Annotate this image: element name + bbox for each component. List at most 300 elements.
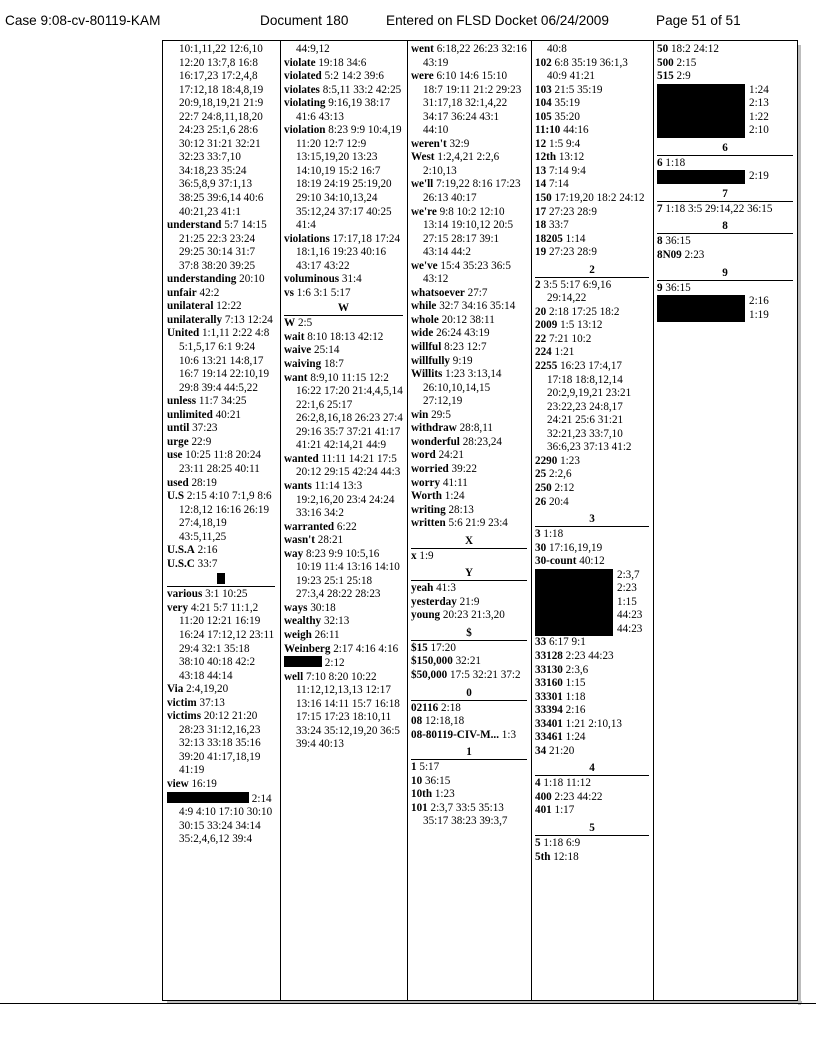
index-term: win <box>411 408 429 421</box>
index-entry <box>284 97 403 124</box>
index-references: 2:13 <box>749 97 769 110</box>
index-term: 6 <box>657 156 663 169</box>
index-entry <box>657 249 793 263</box>
index-term: 20 <box>535 305 547 318</box>
index-entry <box>167 436 275 450</box>
index-entry <box>411 314 527 328</box>
index-entry <box>535 206 649 220</box>
index-term: yeah <box>411 582 434 595</box>
index-term: violation <box>284 124 326 137</box>
index-references: 3:5 5:17 6:9,16 29:14,22 <box>543 278 612 305</box>
index-term: weigh <box>284 628 312 641</box>
index-entry <box>167 477 275 491</box>
index-term: 5th <box>535 850 551 863</box>
page-header <box>0 13 816 35</box>
index-term: 08 <box>411 715 423 728</box>
index-term: were <box>411 70 434 83</box>
index-entry <box>284 57 403 71</box>
index-references: 5:2 14:2 39:6 <box>324 70 384 83</box>
index-references: 5:17 <box>419 761 440 774</box>
index-references: 11:7 34:25 <box>198 395 247 408</box>
section-heading: 8 <box>657 220 793 234</box>
index-references: 26:24 43:19 <box>436 327 490 340</box>
index-term: 50 <box>657 43 669 55</box>
index-references: 35:19 <box>554 97 580 110</box>
index-references: 32:7 34:16 35:14 <box>439 300 516 313</box>
index-references: 20:12 21:20 28:23 31:12,16,23 32:13 33:18 35:16 39:20 41:17,18,19 41:19 <box>179 710 261 777</box>
index-term: U.S.A <box>167 544 195 557</box>
index-references: 7:14 9:4 <box>548 164 586 177</box>
index-term: various <box>167 588 203 601</box>
index-term: whatsoever <box>411 286 465 299</box>
index-entry <box>535 178 649 192</box>
index-entry <box>411 260 527 287</box>
index-term: victim <box>167 696 197 709</box>
index-term: $50,000 <box>411 668 448 681</box>
index-references: 42:2 <box>199 286 220 299</box>
redaction-bar <box>284 656 322 667</box>
index-references: 1:19 <box>749 308 769 321</box>
index-entry <box>535 151 649 165</box>
panel-shadow-right <box>798 45 801 1005</box>
index-entry <box>535 219 649 233</box>
index-term: Worth <box>411 490 442 503</box>
index-entry <box>411 669 527 683</box>
section-heading: 3 <box>535 513 649 527</box>
index-references: 1:9 <box>419 549 434 562</box>
index-entry <box>535 837 649 851</box>
index-entry <box>535 279 649 306</box>
index-entry <box>411 642 527 656</box>
index-term: Willits <box>411 368 443 381</box>
index-term: warranted <box>284 520 335 533</box>
index-column-1 <box>163 41 279 1000</box>
index-entry <box>411 477 527 491</box>
index-entry <box>284 643 403 657</box>
index-term: unlimited <box>167 408 213 421</box>
index-entry <box>411 655 527 669</box>
index-term: 10th <box>411 788 433 801</box>
index-references: 41:3 <box>436 582 456 595</box>
index-references: 40:8 <box>547 43 567 55</box>
index-entry <box>411 355 527 369</box>
index-references: 7:10 8:20 10:22 11:12,12,13,13 12:17 13:16 14:11 15:7 16:18 17:15 17:23 18:10,11 33:24 35:12,19,20 36:5 39:4 40:13 <box>296 670 400 751</box>
index-term: wonderful <box>411 435 460 448</box>
index-term: 25 <box>535 468 547 481</box>
index-term: 8 <box>657 235 663 248</box>
index-references: 36:15 <box>665 281 691 294</box>
section-heading: $ <box>411 627 527 641</box>
index-references: 2:9 <box>676 70 691 83</box>
index-references: 28:8,11 <box>459 422 493 435</box>
index-entry <box>657 235 793 249</box>
section-heading: X <box>411 535 527 549</box>
index-references: 2:3,7 <box>617 568 640 581</box>
index-entry <box>284 273 403 287</box>
index-term: well <box>284 670 304 683</box>
index-references: 1:18 <box>565 690 586 703</box>
index-references: 2:10 <box>749 124 769 137</box>
index-term: urge <box>167 435 189 448</box>
index-entry <box>535 650 649 664</box>
index-references: 6:10 14:6 15:10 18:7 19:11 21:2 29:23 31:17,18 32:1,4,22 34:17 36:24 43:1 44:10 <box>423 70 522 137</box>
section-heading: 2 <box>535 264 649 278</box>
index-references: 17:20 <box>430 641 456 654</box>
index-references: 9:19 <box>452 354 473 367</box>
index-references: 27:23 28:9 <box>548 246 597 259</box>
index-references: 21:5 35:19 <box>554 83 603 96</box>
index-entry <box>167 409 275 423</box>
index-references: 18:2 24:12 <box>670 43 719 55</box>
section-heading: 0 <box>411 687 527 701</box>
index-entry <box>167 588 275 602</box>
index-term: way <box>284 547 304 560</box>
index-term: $15 <box>411 641 428 654</box>
index-references: 7:13 12:24 <box>224 313 273 326</box>
index-entry <box>284 358 403 372</box>
index-references: 2:23 44:22 <box>554 790 603 803</box>
index-references: 7:14 <box>548 178 569 191</box>
index-entry <box>535 84 649 98</box>
index-references: 2:15 4:10 7:1,9 8:6 12:8,12 16:16 26:19 27:4,18,19 43:5,11,25 <box>179 490 272 543</box>
index-entry <box>535 97 649 111</box>
index-term: 22 <box>535 332 547 345</box>
index-references: 29:5 <box>431 408 451 421</box>
index-references: 37:23 <box>192 422 218 435</box>
index-entry <box>411 715 527 729</box>
index-references: 6:18,22 26:23 32:16 43:19 <box>423 43 527 69</box>
index-references: 2:16 <box>197 544 218 557</box>
index-entry <box>411 138 527 152</box>
index-term: wasn't <box>284 534 315 547</box>
index-references: 1:24 <box>444 490 465 503</box>
index-entry <box>411 70 527 138</box>
index-term: we'll <box>411 178 434 191</box>
index-term: vs <box>284 286 294 299</box>
index-term: 102 <box>535 56 552 69</box>
index-term: 2009 <box>535 319 558 332</box>
index-term: view <box>167 777 189 790</box>
index-references: 19:18 34:6 <box>318 56 367 69</box>
index-entry <box>535 804 649 818</box>
index-term: voluminous <box>284 273 340 286</box>
index-references: 1:6 3:1 5:17 <box>296 286 351 299</box>
index-term: we're <box>411 205 437 218</box>
index-entry <box>411 449 527 463</box>
index-column-4 <box>531 41 653 1000</box>
index-entry <box>411 550 527 564</box>
index-entry <box>535 57 649 84</box>
index-entry <box>535 165 649 179</box>
index-term: wealthy <box>284 615 322 628</box>
index-term: wanted <box>284 452 319 465</box>
page-number: Page 51 of 51 <box>656 13 741 28</box>
index-entry <box>284 124 403 232</box>
index-entry <box>411 517 527 531</box>
index-term: 7 <box>657 202 663 215</box>
index-entry <box>284 656 403 671</box>
index-entry <box>411 504 527 518</box>
index-term: 1 <box>411 761 417 774</box>
index-entry <box>284 43 403 57</box>
index-references: 27:23 28:9 <box>548 205 597 218</box>
redaction-bar <box>167 792 249 803</box>
index-entry <box>167 287 275 301</box>
index-references: 17:19,20 18:2 24:12 <box>554 192 645 205</box>
index-entry <box>284 344 403 358</box>
index-term: 10 <box>411 774 423 787</box>
index-references: 2:16 <box>749 295 769 308</box>
index-entry <box>284 671 403 752</box>
index-term: 11:10 <box>535 124 561 137</box>
index-term: withdraw <box>411 422 457 435</box>
index-references: 35:20 <box>554 110 580 123</box>
section-heading: 6 <box>657 142 793 156</box>
index-term: 13 <box>535 164 547 177</box>
index-references: 18:7 <box>323 358 344 371</box>
index-references: 2:23 44:23 <box>565 649 614 662</box>
index-references: 5:6 21:9 23:4 <box>448 517 508 530</box>
index-entry <box>535 718 649 732</box>
index-references: 1:15 <box>617 595 637 608</box>
index-references: 2:18 <box>441 701 461 714</box>
section-heading <box>167 573 275 587</box>
section-heading: 5 <box>535 822 649 836</box>
index-references: 36:15 <box>665 235 691 248</box>
index-references: 1:15 <box>565 677 586 690</box>
index-entry <box>535 664 649 678</box>
index-references: 1:22 <box>749 110 769 123</box>
index-entry <box>535 306 649 320</box>
index-entry <box>535 791 649 805</box>
index-term: Weinberg <box>284 642 331 655</box>
index-references: 2:16 <box>565 704 586 717</box>
index-references: 44:23 <box>617 609 643 622</box>
index-term: 33401 <box>535 717 563 730</box>
index-references: 22:9 <box>191 435 212 448</box>
index-entry <box>167 300 275 314</box>
page-crease-line <box>0 1003 816 1004</box>
index-entry <box>411 327 527 341</box>
index-references: 37:13 <box>199 696 225 709</box>
index-term: 2 <box>535 278 541 291</box>
index-term: worried <box>411 462 449 475</box>
index-references: 17:5 32:21 37:2 <box>450 668 521 681</box>
index-references: 33:7 <box>197 557 218 570</box>
index-references: 8:9,10 11:15 12:2 16:22 17:20 21:4,4,5,14 22:1,6 25:17 26:2,8,16,18 26:23 27:4 29:16 35:7 37:21 41:17 41:21 42:14,21 44:9 <box>296 371 403 452</box>
index-references: 8:23 12:7 <box>444 341 487 354</box>
index-term: 33130 <box>535 663 563 676</box>
index-references: 44:16 <box>563 124 589 137</box>
index-term: 30-count <box>535 555 577 568</box>
index-references: 8:5,11 33:2 42:25 <box>322 83 402 96</box>
index-references: 2:12 <box>324 657 345 670</box>
index-entry <box>411 341 527 355</box>
index-term: U.S <box>167 490 185 503</box>
index-references: 7:19,22 8:16 17:23 26:13 40:17 <box>423 178 521 205</box>
index-term: 02116 <box>411 701 439 714</box>
index-references: 27:7 <box>467 286 488 299</box>
index-references: 1:24 <box>749 83 769 96</box>
index-references: 21:9 <box>459 595 480 608</box>
index-term: 30 <box>535 541 547 554</box>
section-heading: 4 <box>535 762 649 776</box>
index-term: 17 <box>535 205 547 218</box>
section-heading: 7 <box>657 188 793 202</box>
index-references: 1:18 6:9 <box>543 836 581 849</box>
index-entry <box>284 84 403 98</box>
index-entry <box>535 319 649 333</box>
index-term: writing <box>411 503 446 516</box>
redacted-block <box>657 295 793 322</box>
index-entry <box>535 777 649 791</box>
index-term: ways <box>284 601 308 614</box>
index-references: 20:12 38:11 <box>441 313 495 326</box>
index-term: whole <box>411 313 439 326</box>
index-references: 1:17 <box>554 804 575 817</box>
index-references: 40:21 <box>215 408 241 421</box>
index-references: 1:5 9:4 <box>548 137 581 150</box>
index-entry <box>535 455 649 469</box>
index-references: 28:21 <box>317 534 344 547</box>
index-entry <box>411 582 527 596</box>
index-references: 12:18,18 <box>424 715 465 728</box>
index-references: 1:23 <box>560 454 580 467</box>
index-entry <box>657 70 793 84</box>
index-term: willful <box>411 341 442 354</box>
redaction-bar <box>657 170 745 184</box>
index-entry <box>411 178 527 205</box>
index-entry <box>284 602 403 616</box>
redacted-block <box>657 170 793 184</box>
index-references: 10:1,11,22 12:6,10 12:20 13:7,8 16:8 16:17,23 17:2,4,8 17:12,18 18:4,8,19 20:9,18,19,21 21:9 22:7 24:8,11,18,20 24:23 25:1,6 28:6 30:12 31:21 32:21 32:23 33:7,10 34:18,23 35:24 36:5,8,9 37:1,13 38:25 39:6,14 40:6 40:21,23 41:1 <box>179 43 264 218</box>
index-entry <box>284 548 403 602</box>
index-references: 12:22 <box>216 300 242 313</box>
index-entry <box>284 331 403 345</box>
index-entry <box>284 233 403 274</box>
index-term: very <box>167 601 189 614</box>
index-entry <box>535 731 649 745</box>
index-references: 16:23 17:4,17 17:18 18:8,12,14 20:2,9,19,21 23:21 23:22,23 24:8,17 24:21 25:6 31:21 32:21,23 33:7,10 36:6,23 37:13 41:2 <box>547 360 632 454</box>
index-entry <box>535 704 649 718</box>
redaction-bar <box>535 569 613 637</box>
index-references: 39:22 <box>451 462 477 475</box>
index-term: unfair <box>167 286 197 299</box>
index-term: went <box>411 43 434 55</box>
index-term: 33 <box>535 636 547 649</box>
index-references: 44:23 <box>617 622 643 635</box>
index-references: 6:22 <box>336 520 357 533</box>
index-references: 11:11 14:21 17:5 20:12 29:15 42:24 44:3 <box>296 452 401 479</box>
index-references: 1:23 3:13,14 26:10,10,14,15 27:12,19 <box>423 368 502 408</box>
index-entry <box>411 300 527 314</box>
index-term: 2290 <box>535 454 558 467</box>
index-references: 1:18 <box>543 528 564 541</box>
index-entry <box>535 542 649 556</box>
index-entry <box>535 360 649 455</box>
index-term: unilaterally <box>167 313 223 326</box>
index-term: young <box>411 609 441 622</box>
index-entry <box>284 317 403 331</box>
index-term: victims <box>167 710 202 723</box>
index-entry <box>167 792 275 847</box>
index-entry <box>411 802 527 829</box>
index-entry <box>167 395 275 409</box>
document-number: Document 180 <box>260 13 349 28</box>
index-entry <box>535 691 649 705</box>
index-references: 4:21 5:7 11:1,2 11:20 12:21 16:19 16:24 17:12,12 23:11 29:4 32:1 35:18 38:10 40:18 42:2 43:18 44:14 <box>179 601 275 682</box>
index-entry <box>411 788 527 802</box>
index-term: 104 <box>535 97 552 110</box>
index-term: violates <box>284 83 320 96</box>
index-entry <box>167 683 275 697</box>
index-entry <box>535 192 649 206</box>
index-entry <box>167 490 275 544</box>
index-entry <box>167 43 275 219</box>
index-term: want <box>284 371 308 384</box>
index-entry <box>411 775 527 789</box>
index-references: 1:18 11:12 <box>543 777 591 790</box>
index-entry <box>535 745 649 759</box>
index-entry <box>167 544 275 558</box>
index-term: yesterday <box>411 595 457 608</box>
index-column-5 <box>653 41 797 1000</box>
index-term: 33461 <box>535 731 563 744</box>
index-references: 12:18 <box>553 850 579 863</box>
index-entry <box>411 761 527 775</box>
index-references: 2:17 4:16 4:16 <box>333 642 399 655</box>
index-references: 2:12 <box>554 481 575 494</box>
index-references: 2:23 <box>617 582 637 595</box>
index-entry <box>167 778 275 792</box>
index-references: 1:21 <box>554 346 575 359</box>
index-term: worry <box>411 476 441 489</box>
index-term: W <box>284 317 296 330</box>
index-entry <box>657 282 793 296</box>
index-references: 1:14 <box>565 232 586 245</box>
index-term: 150 <box>535 192 552 205</box>
index-references: 28:13 <box>448 503 474 516</box>
index-term: wait <box>284 330 305 343</box>
index-term: wants <box>284 479 312 492</box>
index-entry <box>167 273 275 287</box>
index-references: 1:24 <box>565 731 586 744</box>
index-entry <box>411 151 527 178</box>
index-term: violations <box>284 232 330 245</box>
index-term: while <box>411 300 437 313</box>
index-term: 18205 <box>535 232 563 245</box>
index-references: 8:23 9:9 10:4,19 11:20 12:7 12:9 13:15,19,20 13:23 14:10,19 15:2 16:7 18:19 24:19 25:19,20 29:10 34:10,13,24 35:12,24 37:17 40:25 41:4 <box>296 124 402 232</box>
index-term: written <box>411 517 446 530</box>
section-heading: Y <box>411 567 527 581</box>
index-references: 1:5 13:12 <box>560 319 603 332</box>
index-references: 32:21 <box>455 655 481 668</box>
redaction-bar <box>657 295 745 322</box>
index-references: 28:19 <box>191 476 217 489</box>
index-term: West <box>411 151 435 164</box>
index-term: 2255 <box>535 360 558 373</box>
index-references: 1:2,4,21 2:2,6 2:10,13 <box>423 151 500 177</box>
index-term: unless <box>167 395 197 408</box>
section-heading: W <box>284 302 403 316</box>
index-references: 1:21 2:10,13 <box>565 717 622 730</box>
index-references: 1:18 <box>665 156 686 169</box>
index-entry <box>657 43 793 57</box>
index-term: United <box>167 327 200 340</box>
index-column-3 <box>407 41 531 1000</box>
index-references: 1:18 3:5 29:14,22 36:15 <box>665 202 773 215</box>
index-entry <box>535 43 649 57</box>
